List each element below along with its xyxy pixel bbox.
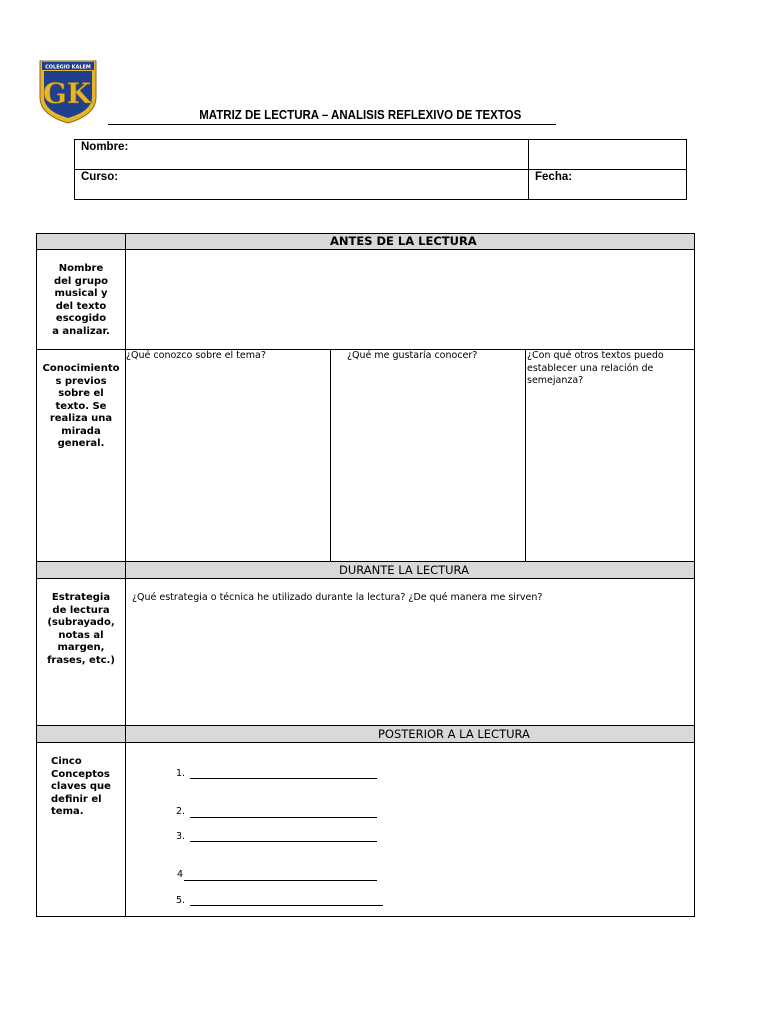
concept-blank-3[interactable] — [190, 841, 377, 842]
question-want: ¿Qué me gustaría conocer? — [347, 350, 478, 361]
after-band-left — [36, 725, 126, 743]
after-heading: POSTERIOR A LA LECTURA — [378, 727, 530, 741]
concepts-cell — [125, 742, 695, 917]
concept-blank-1[interactable] — [190, 778, 377, 779]
page-title: MATRIZ DE LECTURA – ANALISIS REFLEXIVO DE TEXTOS — [199, 108, 522, 122]
during-heading: DURANTE LA LECTURA — [339, 563, 469, 577]
school-logo — [38, 59, 98, 125]
prior-knowledge-label: Conocimiento s previos sobre el texto. Se realiza una mirada general. — [42, 363, 120, 449]
name-extra-cell[interactable] — [528, 139, 687, 170]
name-label: Nombre: — [81, 141, 129, 153]
before-band-left — [36, 233, 126, 250]
want-to-know-cell[interactable] — [330, 349, 526, 562]
concept-number: 2. — [176, 806, 186, 817]
logo-initials: GK — [42, 77, 92, 110]
concept-blank-5[interactable] — [190, 905, 383, 906]
concepts-label: Cinco Conceptos claves que definir el tema. — [51, 756, 111, 817]
logo-text: COLEGIO KALEM — [45, 64, 91, 71]
concept-number: 1. — [176, 768, 186, 779]
concept-number: 3. — [176, 831, 186, 842]
title-underline — [108, 124, 556, 125]
concept-number: 5. — [176, 895, 186, 906]
strategy-label: Estrategia de lectura (subrayado, notas al margen, frases, etc.) — [47, 592, 115, 666]
question-related: ¿Con qué otros textos puedo establecer una relación de semejanza? — [527, 350, 664, 386]
question-strategy: ¿Qué estrategia o técnica he utilizado durante la lectura? ¿De qué manera me sirven? — [132, 592, 543, 603]
text-name-label: Nombre del grupo musical y del texto escogido a analizar. — [52, 263, 110, 337]
name-cell[interactable] — [74, 139, 529, 170]
course-cell[interactable] — [74, 169, 529, 200]
course-label: Curso: — [81, 171, 119, 183]
date-label: Fecha: — [535, 171, 573, 183]
question-known: ¿Qué conozco sobre el tema? — [126, 350, 266, 361]
concept-blank-2[interactable] — [190, 817, 377, 818]
during-band-left — [36, 561, 126, 579]
text-name-cell[interactable] — [125, 249, 695, 350]
before-heading: ANTES DE LA LECTURA — [330, 234, 477, 248]
concept-number: 4 — [177, 869, 184, 880]
known-cell[interactable] — [125, 349, 331, 562]
concept-blank-4[interactable] — [184, 880, 377, 881]
